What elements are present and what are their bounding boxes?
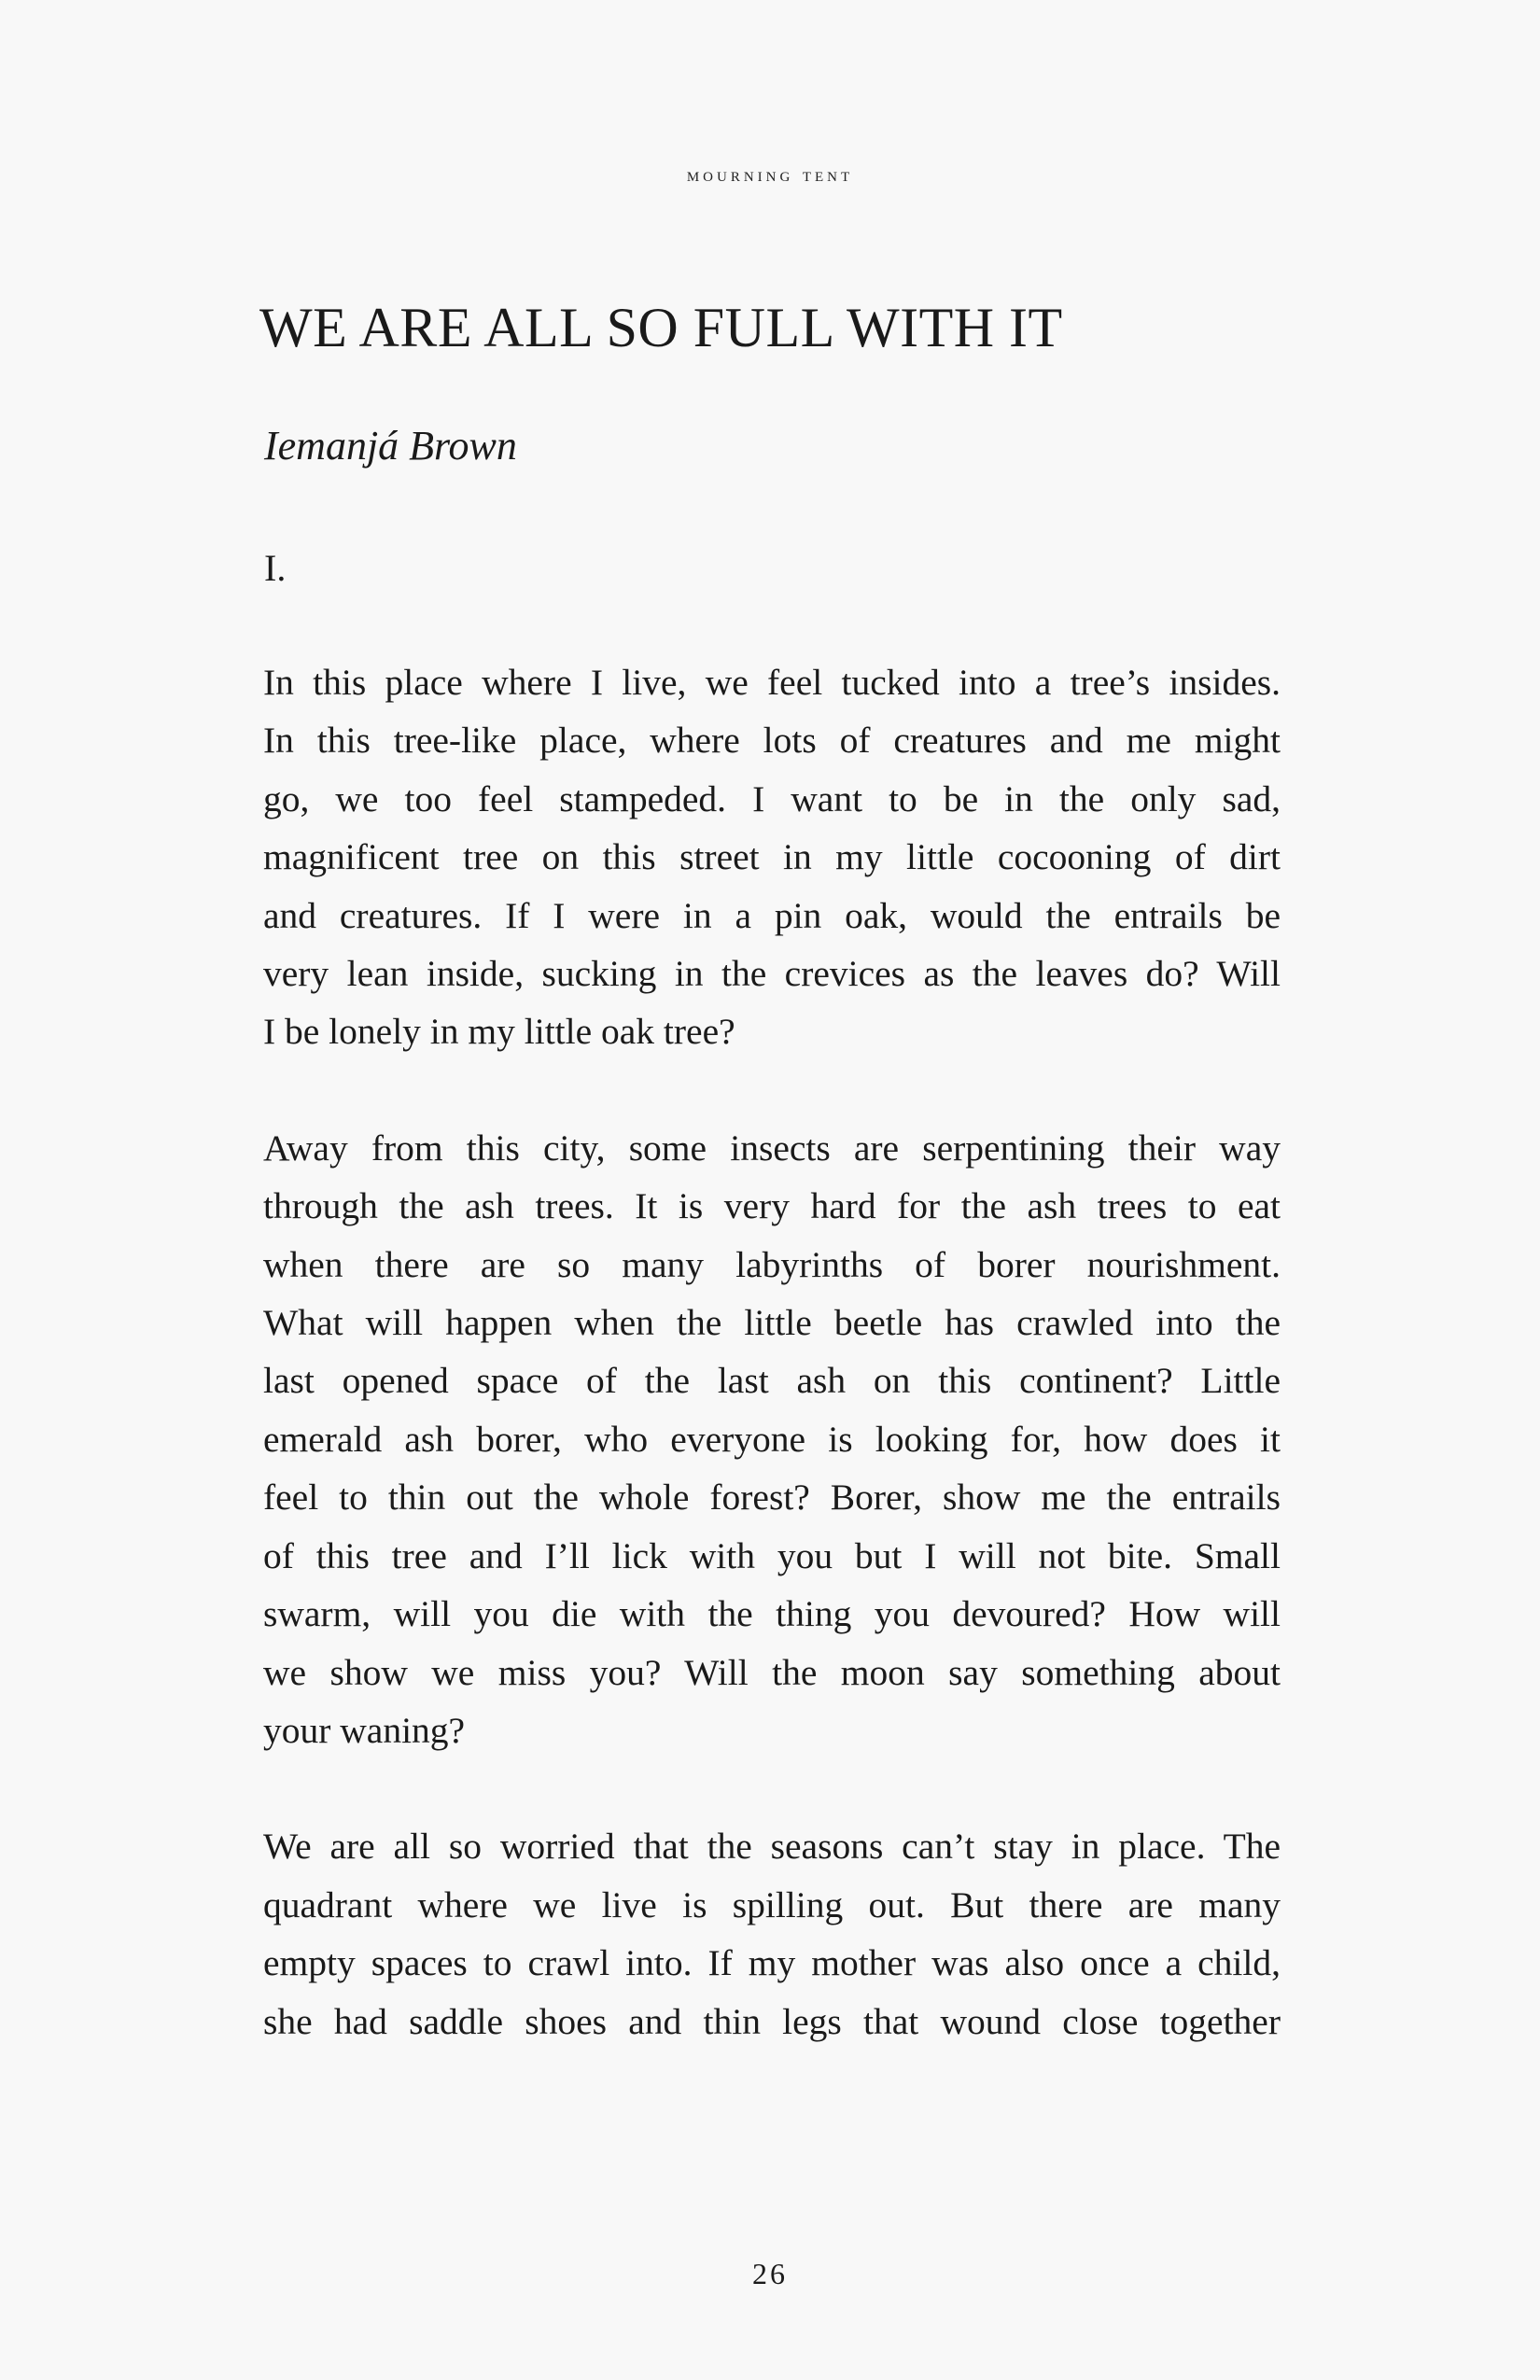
paragraph [263,1119,1281,1759]
page-number: 26 [752,2257,788,2290]
author-name: Iemanjá Brown [264,423,517,469]
text-line: emerald ash borer, who everyone is looking for, how does it [263,1418,1281,1460]
text-line: your waning? [263,1709,466,1751]
text-line: In this place where I live, we feel tucked into a tree’s insides. [263,662,1281,703]
running-head: mourning tent [686,162,854,186]
text-line: Away from this city, some insects are serpentining their way [263,1127,1281,1169]
text-line: very lean inside, sucking in the crevices as the leaves do? Will [263,953,1281,995]
text-line: and creatures. If I were in a pin oak, would the entrails be [263,894,1281,936]
text-line: of this tree and I’ll lick with you but I will not bite. Small [263,1534,1281,1576]
text-line: In this tree-like place, where lots of creatures and me might [263,720,1281,762]
text-line: through the ash trees. It is very hard for the ash trees to eat [263,1185,1281,1227]
text-line: magnificent tree on this street in my little cocooning of dirt [263,836,1281,878]
text-line: we show we miss you? Will the moon say something about [263,1651,1281,1693]
text-line: last opened space of the last ash on this continent? Little [263,1360,1281,1402]
poem-title: WE ARE ALL SO FULL WITH IT [259,297,1063,358]
text-line: I be lonely in my little oak tree? [263,1011,735,1053]
text-line: We are all so worried that the seasons can’t stay in place. The [263,1826,1281,1868]
section-numeral: I. [264,547,287,589]
paragraph [263,653,1281,1061]
text-line: swarm, will you die with the thing you devoured? How will [263,1593,1281,1635]
text-line: she had saddle shoes and thin legs that wound close together [263,2000,1281,2042]
text-line: when there are so many labyrinths of borer nourishment. [263,1243,1281,1285]
text-line: empty spaces to crawl into. If my mother was also once a child, [263,1942,1281,1984]
paragraph [263,1817,1281,2051]
text-line: quadrant where we live is spilling out. But there are many [263,1883,1281,1925]
text-line: feel to thin out the whole forest? Borer, show me the entrails [263,1477,1281,1519]
text-line: go, we too feel stampeded. I want to be in the only sad, [263,777,1281,819]
body-text [263,653,1281,2108]
text-line: What will happen when the little beetle has crawled into the [263,1302,1281,1344]
